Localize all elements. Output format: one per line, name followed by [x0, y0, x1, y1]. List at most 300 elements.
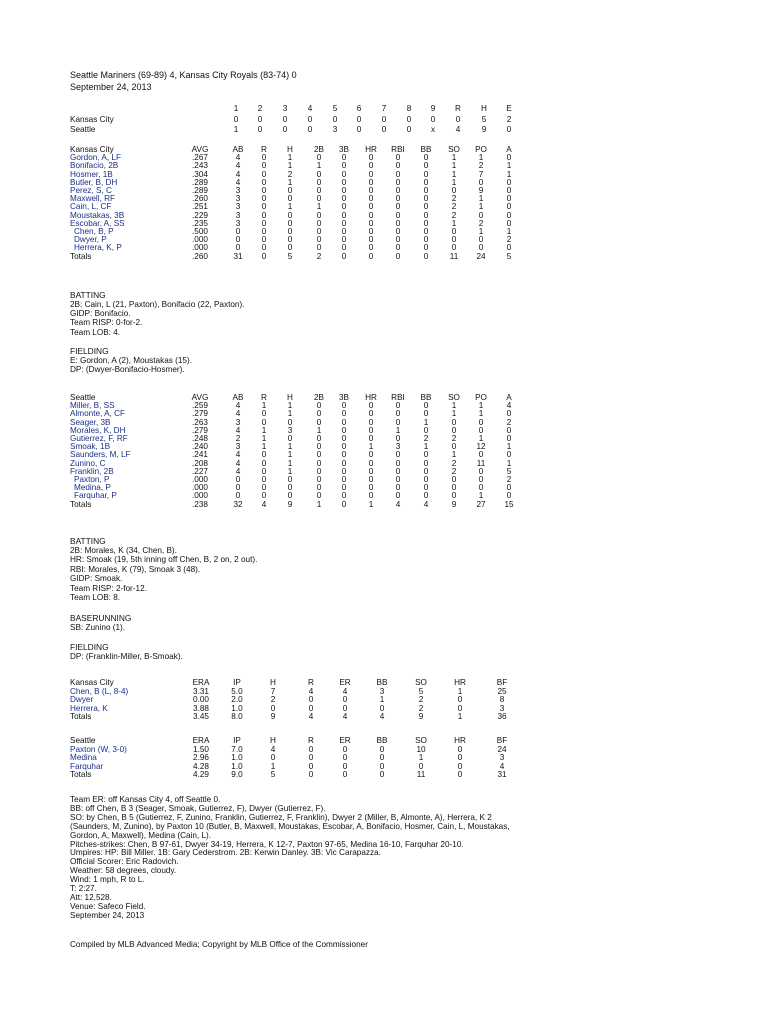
note-line: September 24, 2013 [70, 910, 145, 920]
stat-cell: 0 [395, 434, 401, 443]
note-line: Weather: 58 degrees, cloudy. [70, 866, 177, 876]
stat-cell: 0 [368, 186, 374, 195]
stat-cell: 0 [423, 491, 429, 501]
pitching-stat-cell: 0 [379, 703, 385, 713]
linescore-cell: 0 [381, 115, 387, 124]
totals-cell: 4 [395, 499, 401, 509]
stat-cell: 0 [287, 227, 293, 236]
note-line: T: 2:27. [70, 884, 97, 893]
stat-cell: 0 [341, 450, 347, 460]
pitching-col-header: ER [339, 736, 351, 745]
pitching-totals-cell: 5 [270, 770, 276, 780]
pitcher-name-link: Medina [70, 753, 97, 763]
stat-cell: 0 [368, 153, 374, 163]
stat-cell: 0 [316, 169, 322, 179]
pitching-col-header: ERA [192, 736, 210, 745]
stat-cell: .267 [192, 153, 208, 163]
stat-cell: 0 [423, 483, 429, 493]
totals-cell: 1 [316, 499, 322, 509]
stat-cell: 0 [341, 202, 347, 212]
pitching-stat-cell: 8 [499, 695, 505, 705]
stat-cell: 0 [341, 169, 347, 179]
pitching-stat-cell: 0 [457, 761, 463, 771]
linescore-col-header: 7 [381, 104, 387, 113]
player-name-link: Seager, 3B [70, 417, 111, 427]
stat-cell: 0 [261, 466, 267, 476]
copyright-footer: Compiled by MLB Advanced Media; Copyright by MLB Office of the Commissioner [70, 940, 368, 949]
kc-batting-notes-heading: BATTING [70, 290, 106, 300]
stat-cell: 1 [451, 169, 457, 179]
kc-fielding-notes-heading: FIELDING [70, 346, 109, 356]
pitching-totals-cell: 36 [497, 712, 507, 722]
stat-cell: 2 [506, 417, 512, 427]
stat-cell: 0 [341, 218, 347, 228]
pitching-totals-cell: 9 [270, 712, 276, 722]
batting-col-header: A [506, 145, 512, 154]
linescore-cell: 0 [356, 125, 362, 134]
totals-cell: 0 [395, 251, 401, 261]
pitching-totals-cell: 4.29 [193, 770, 209, 780]
pitching-stat-cell: 0 [308, 744, 314, 754]
stat-cell: 4 [235, 450, 241, 460]
stat-cell: 1 [451, 450, 457, 460]
stat-cell: 2 [506, 235, 512, 245]
totals-label: Totals [70, 251, 92, 261]
stat-cell: 0 [506, 210, 512, 220]
player-name-link: Cain, L, CF [70, 202, 112, 212]
pitching-stat-cell: 0 [457, 703, 463, 713]
linescore-cell: 0 [506, 125, 512, 134]
stat-cell: 0 [368, 161, 374, 171]
player-name-link: Medina, P [74, 483, 111, 493]
stat-cell: 0 [261, 194, 267, 204]
linescore-cell: 1 [233, 125, 239, 134]
stat-cell: 0 [235, 483, 241, 493]
game-date: September 24, 2013 [70, 82, 152, 92]
stat-cell: 0 [287, 194, 293, 204]
stat-cell: 0 [316, 235, 322, 245]
stat-cell: 2 [451, 466, 457, 476]
note-line: Gordon, A, Maxwell), Medina (Cain, L). [70, 830, 212, 840]
note-line: Team RISP: 2-for-12. [70, 583, 147, 593]
pitching-totals-cell: 0 [342, 770, 348, 780]
stat-cell: .248 [192, 434, 208, 443]
stat-cell: 0 [261, 409, 267, 419]
stat-cell: 1 [287, 161, 293, 171]
player-name-link: Paxton, P [74, 475, 110, 484]
stat-cell: 0 [261, 483, 267, 493]
stat-cell: 0 [423, 235, 429, 245]
stat-cell: 0 [423, 153, 429, 163]
linescore-cell: 0 [233, 115, 239, 124]
totals-cell: 5 [287, 251, 293, 261]
pitching-stat-cell: 0 [342, 695, 348, 705]
stat-cell: 0 [506, 409, 512, 419]
linescore-cell: 4 [455, 125, 461, 134]
stat-cell: 0 [341, 475, 347, 484]
stat-cell: 0 [395, 202, 401, 212]
pitching-stat-cell: 4 [270, 744, 276, 754]
batting-col-header: BB [420, 393, 432, 402]
stat-cell: 0 [423, 218, 429, 228]
pitching-stat-cell: 25 [497, 686, 507, 696]
pitching-stat-cell: 1.50 [193, 744, 209, 754]
stat-cell: 1 [287, 450, 293, 460]
stat-cell: 0 [341, 194, 347, 204]
pitching-stat-cell: 3.88 [193, 703, 209, 713]
stat-cell: 4 [235, 153, 241, 163]
stat-cell: 0 [341, 434, 347, 443]
stat-cell: 0 [368, 434, 374, 443]
stat-cell: 0 [478, 425, 484, 435]
totals-cell: 11 [449, 251, 459, 261]
batting-col-header: R [261, 145, 267, 154]
stat-cell: 0 [235, 491, 241, 501]
pitching-totals-label: Totals [70, 770, 92, 780]
pitching-stat-cell: 0 [270, 703, 276, 713]
linescore-cell: 2 [506, 115, 512, 124]
stat-cell: 0 [341, 417, 347, 427]
batting-col-header: 3B [338, 145, 349, 154]
stat-cell: 0 [261, 475, 267, 484]
pitching-totals-cell: 11 [416, 770, 426, 780]
pitching-col-header: R [308, 736, 314, 745]
pitching-stat-cell: 1 [418, 753, 424, 763]
stat-cell: 1 [451, 153, 457, 163]
player-name-link: Farquhar, P [74, 491, 117, 501]
stat-cell: 0 [506, 450, 512, 460]
stat-cell: 0 [451, 243, 457, 253]
stat-cell: 1 [395, 425, 401, 435]
stat-cell: 0 [395, 194, 401, 204]
stat-cell: .243 [192, 161, 208, 171]
pitching-stat-cell: 7.0 [231, 744, 243, 754]
totals-label: Totals [70, 499, 92, 509]
stat-cell: 0 [368, 491, 374, 501]
stat-cell: 0 [506, 243, 512, 253]
player-name-link: Zunino, C [70, 458, 106, 468]
stat-cell: .251 [192, 202, 208, 212]
stat-cell: 0 [395, 210, 401, 220]
stat-cell: 0 [341, 161, 347, 171]
note-line: RBI: Morales, K (79), Smoak 3 (48). [70, 564, 201, 574]
pitching-totals-cell: 9.0 [231, 770, 243, 780]
stat-cell: 0 [341, 401, 347, 411]
pitching-stat-cell: 3 [499, 703, 505, 713]
stat-cell: 0 [478, 475, 484, 484]
stat-cell: 0 [395, 450, 401, 460]
pitching-totals-cell: 0 [308, 770, 314, 780]
stat-cell: .208 [192, 458, 208, 468]
stat-cell: 0 [287, 417, 293, 427]
pitching-stat-cell: 4.28 [193, 761, 209, 771]
stat-cell: .000 [192, 243, 208, 253]
player-name-link: Maxwell, RF [70, 194, 116, 204]
batting-col-header: AVG [191, 145, 209, 154]
pitcher-name-link: Dwyer [70, 695, 94, 705]
batting-col-header: R [261, 393, 267, 402]
pitching-stat-cell: 24 [497, 744, 507, 754]
stat-cell: 0 [478, 483, 484, 493]
stat-cell: 1 [451, 401, 457, 411]
pitching-stat-cell: 5.0 [231, 686, 243, 696]
stat-cell: 0 [316, 491, 322, 501]
note-line: Team LOB: 4. [70, 327, 121, 337]
pitching-stat-cell: 1 [457, 686, 463, 696]
note-line: HR: Smoak (19, 5th inning off Chen, B, 2 on, 2 out). [70, 555, 258, 565]
pitcher-name-link: Farquhar [70, 761, 104, 771]
pitching-col-header: SO [415, 678, 427, 687]
totals-cell: 31 [233, 251, 243, 261]
stat-cell: 0 [423, 466, 429, 476]
stat-cell: 1 [368, 442, 374, 452]
stat-cell: 3 [235, 194, 241, 204]
linescore-col-header: 8 [406, 104, 412, 113]
note-line: BB: off Chen, B 3 (Seager, Smoak, Gutierrez, F), Dwyer (Gutierrez, F). [70, 803, 326, 813]
stat-cell: 0 [478, 235, 484, 245]
stat-cell: 0 [423, 161, 429, 171]
stat-cell: 0 [341, 235, 347, 245]
stat-cell: 0 [478, 466, 484, 476]
linescore-col-header: 3 [282, 104, 288, 113]
stat-cell: 0 [395, 466, 401, 476]
linescore-cell: 0 [332, 115, 338, 124]
stat-cell: 1 [423, 417, 429, 427]
linescore-cell: 0 [307, 115, 313, 124]
pitching-col-header: H [270, 736, 276, 745]
linescore-cell: 3 [332, 125, 338, 134]
stat-cell: 3 [235, 218, 241, 228]
pitching-totals-cell: 9 [418, 712, 424, 722]
stat-cell: 1 [261, 434, 267, 443]
stat-cell: 0 [261, 235, 267, 245]
pitching-totals-cell: 0 [379, 770, 385, 780]
totals-cell: 0 [341, 251, 347, 261]
stat-cell: 0 [451, 483, 457, 493]
player-name-link: Saunders, M, LF [70, 450, 131, 460]
stat-cell: 0 [368, 425, 374, 435]
player-name-link: Perez, S, C [70, 186, 112, 195]
batting-col-header: A [506, 393, 512, 402]
stat-cell: 0 [451, 425, 457, 435]
batting-team-header: Seattle [70, 393, 96, 402]
pitching-stat-cell: 2 [418, 695, 424, 705]
stat-cell: 0 [368, 450, 374, 460]
note-line: SB: Zunino (1). [70, 623, 126, 632]
stat-cell: 0 [261, 153, 267, 163]
stat-cell: 1 [506, 169, 512, 179]
stat-cell: 0 [395, 458, 401, 468]
pitcher-name-link: Herrera, K [70, 703, 108, 713]
stat-cell: 0 [316, 450, 322, 460]
linescore-cell: 0 [406, 125, 412, 134]
stat-cell: 0 [368, 243, 374, 253]
stat-cell: 0 [478, 177, 484, 187]
batting-col-header: 2B [313, 393, 324, 402]
stat-cell: 0 [341, 227, 347, 236]
pitching-stat-cell: 0 [308, 695, 314, 705]
pitcher-name-link: Chen, B (L, 8-4) [70, 686, 129, 696]
stat-cell: 0 [506, 425, 512, 435]
stat-cell: 0 [368, 194, 374, 204]
stat-cell: 4 [235, 177, 241, 187]
totals-cell: 15 [504, 499, 514, 509]
stat-cell: 0 [261, 218, 267, 228]
stat-cell: .279 [192, 409, 208, 419]
batting-col-header: 2B [313, 145, 324, 154]
pitching-stat-cell: 0 [379, 753, 385, 763]
totals-cell: 0 [368, 251, 374, 261]
stat-cell: 0 [451, 417, 457, 427]
stat-cell: 0 [316, 483, 322, 493]
stat-cell: 7 [478, 169, 484, 179]
pitching-stat-cell: 2.96 [193, 753, 209, 763]
batting-col-header: PO [475, 145, 487, 154]
pitching-team-header: Kansas City [70, 678, 114, 687]
linescore-col-header: R [455, 104, 461, 113]
stat-cell: .000 [192, 475, 208, 484]
stat-cell: 4 [235, 161, 241, 171]
pitching-col-header: SO [415, 736, 427, 745]
stat-cell: 2 [478, 161, 484, 171]
linescore-col-header: E [506, 104, 512, 113]
stat-cell: 0 [368, 475, 374, 484]
pitching-stat-cell: 0 [457, 753, 463, 763]
stat-cell: 0 [368, 210, 374, 220]
linescore-cell: 0 [257, 125, 263, 134]
note-line: Att: 12,528. [70, 892, 112, 902]
stat-cell: 0 [261, 177, 267, 187]
stat-cell: 0 [395, 218, 401, 228]
linescore-cell: x [430, 125, 436, 134]
stat-cell: 1 [316, 161, 322, 171]
batting-col-header: SO [448, 145, 460, 154]
stat-cell: 0 [341, 210, 347, 220]
note-line: Venue: Safeco Field. [70, 901, 146, 911]
pitching-totals-cell: 4 [379, 712, 385, 722]
stat-cell: 0 [368, 169, 374, 179]
stat-cell: 0 [395, 169, 401, 179]
stat-cell: 4 [235, 425, 241, 435]
stat-cell: 1 [478, 491, 484, 501]
stat-cell: .235 [192, 218, 208, 228]
pitching-stat-cell: 1.0 [231, 761, 243, 771]
stat-cell: 0 [506, 186, 512, 195]
stat-cell: 3 [235, 442, 241, 452]
stat-cell: 1 [478, 194, 484, 204]
stat-cell: 0 [316, 218, 322, 228]
stat-cell: 0 [287, 475, 293, 484]
stat-cell: 0 [341, 177, 347, 187]
linescore-team-name: Kansas City [70, 115, 114, 124]
stat-cell: .240 [192, 442, 208, 452]
pitching-stat-cell: 0 [379, 744, 385, 754]
stat-cell: 4 [235, 466, 241, 476]
pitching-col-header: BF [496, 678, 508, 687]
stat-cell: 1 [287, 466, 293, 476]
pitching-col-header: BB [376, 736, 388, 745]
player-name-link: Miller, B, SS [70, 401, 115, 411]
stat-cell: 0 [451, 475, 457, 484]
pitching-stat-cell: 3 [499, 753, 505, 763]
stat-cell: .259 [192, 401, 208, 411]
stat-cell: 1 [506, 161, 512, 171]
player-name-link: Bonifacio, 2B [70, 161, 119, 171]
totals-cell: 0 [341, 499, 347, 509]
note-line: SO: by Chen, B 5 (Gutierrez, F, Zunino, Franklin, Gutierrez, F, Franklin), Dwyer 2 (Miller, B, Almonte, A), Herrera, K 2 [70, 812, 492, 822]
stat-cell: 0 [261, 186, 267, 195]
note-line: GIDP: Bonifacio. [70, 309, 131, 319]
stat-cell: 2 [451, 194, 457, 204]
stat-cell: 1 [287, 401, 293, 411]
pitching-col-header: R [308, 678, 314, 687]
stat-cell: 2 [451, 434, 457, 443]
stat-cell: 0 [506, 177, 512, 187]
stat-cell: 0 [368, 466, 374, 476]
stat-cell: 0 [341, 243, 347, 253]
stat-cell: 0 [478, 450, 484, 460]
stat-cell: 0 [423, 243, 429, 253]
pitching-stat-cell: 0 [342, 761, 348, 771]
sea-batting-notes-heading: BATTING [70, 536, 106, 546]
stat-cell: 0 [368, 227, 374, 236]
batting-col-header: HR [365, 145, 377, 154]
batting-col-header: RBI [391, 145, 405, 154]
batting-col-header: PO [475, 393, 487, 402]
stat-cell: 0 [341, 466, 347, 476]
pitching-stat-cell: 0 [457, 744, 463, 754]
stat-cell: 1 [451, 161, 457, 171]
linescore-cell: 5 [481, 115, 487, 124]
stat-cell: 0 [395, 417, 401, 427]
player-name-link: Escobar, A, SS [70, 218, 125, 228]
stat-cell: 1 [506, 227, 512, 236]
stat-cell: 1 [478, 401, 484, 411]
pitching-stat-cell: 0.00 [193, 695, 209, 705]
pitching-stat-cell: 2 [418, 703, 424, 713]
stat-cell: 0 [423, 475, 429, 484]
stat-cell: 0 [341, 483, 347, 493]
batting-col-header: AB [232, 393, 244, 402]
stat-cell: 0 [316, 458, 322, 468]
stat-cell: 0 [287, 483, 293, 493]
pitching-col-header: ER [339, 678, 351, 687]
pitching-totals-cell: 0 [457, 770, 463, 780]
stat-cell: 1 [451, 409, 457, 419]
stat-cell: 1 [478, 434, 484, 443]
stat-cell: 0 [316, 243, 322, 253]
stat-cell: 0 [368, 409, 374, 419]
stat-cell: .260 [192, 194, 208, 204]
stat-cell: 0 [395, 491, 401, 501]
note-line: Pitches-strikes: Chen, B 97-61, Dwyer 34-19, Herrera, K 12-7, Paxton 97-65, Medina 16-10, Farquhar 20-10. [70, 839, 464, 849]
game-title: Seattle Mariners (69-89) 4, Kansas City Royals (83-74) 0 [70, 70, 297, 80]
stat-cell: 0 [287, 434, 293, 443]
stat-cell: 0 [316, 409, 322, 419]
pitching-totals-cell: 31 [497, 770, 507, 780]
linescore-col-header: H [481, 104, 487, 113]
stat-cell: 0 [423, 194, 429, 204]
player-name-link: Butler, B, DH [70, 177, 118, 187]
stat-cell: .500 [192, 227, 208, 236]
stat-cell: .279 [192, 425, 208, 435]
stat-cell: 0 [395, 161, 401, 171]
stat-cell: 0 [261, 161, 267, 171]
pitching-totals-cell: 4 [308, 712, 314, 722]
pitching-stat-cell: 2.0 [231, 695, 243, 705]
stat-cell: 0 [316, 442, 322, 452]
note-line: (Saunders, M, Zunino), by Paxton 10 (Butler, B, Maxwell, Moustakas, Escobar, A, Bonifacio, Hosmer, Cain, L, Moustakas, [70, 821, 510, 831]
